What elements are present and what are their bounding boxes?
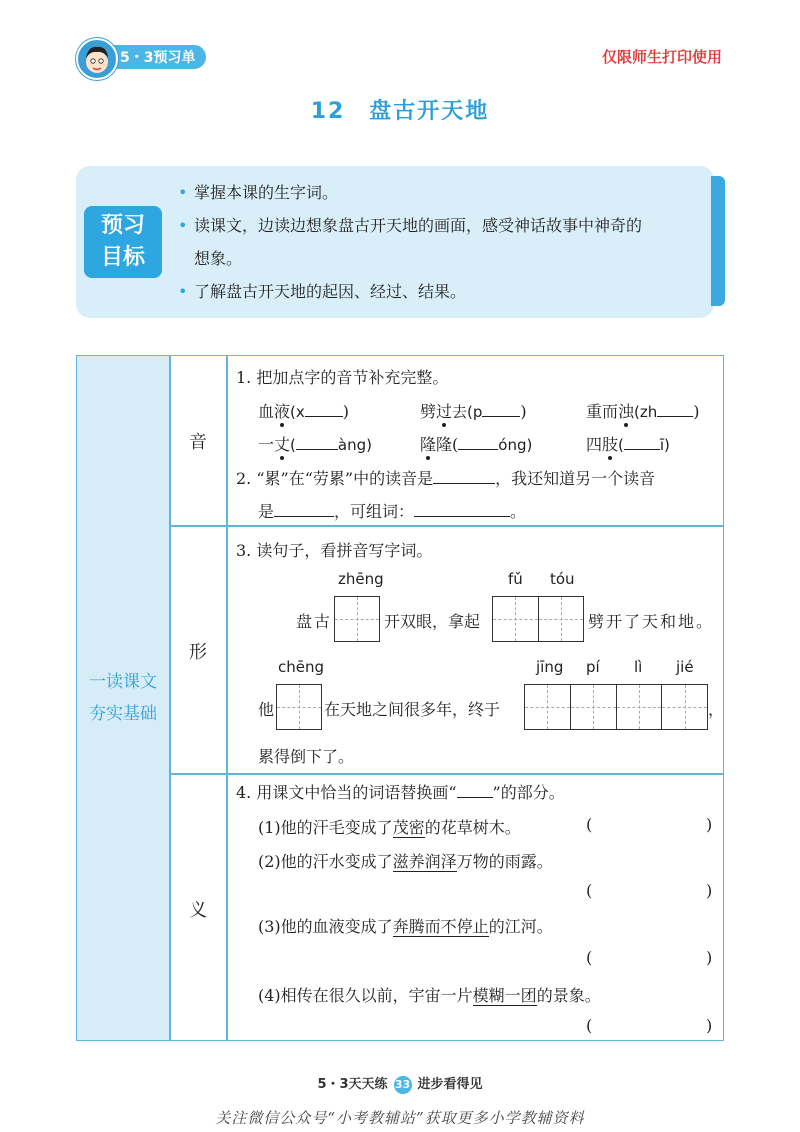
q2-word-blank[interactable]: [414, 516, 510, 517]
q1-pinyin: (x: [290, 403, 305, 421]
q4-item-1: [258, 815, 521, 838]
q4-text: 的花草树木。: [424, 818, 521, 837]
goal-item: • 读课文，边读边想象盘古开天地的画面，感受神话故事中神奇的: [178, 209, 706, 242]
q3-pinyin-li: lì: [634, 658, 643, 676]
q3-grid-jingpilijie[interactable]: [524, 684, 708, 730]
q2-text: ，可组词：: [334, 502, 415, 521]
writing-cell[interactable]: [617, 685, 663, 729]
q3-pinyin-cheng: chēng: [278, 658, 325, 676]
q4-paren-close: ): [706, 881, 713, 900]
category-shape: 形: [189, 642, 207, 663]
q4-paren-close: ): [706, 948, 713, 967]
q3-sentence2-middle: 在天地之间很多年，终于: [324, 700, 501, 719]
q1-answer-blank[interactable]: [296, 449, 338, 450]
category-meaning: 义: [189, 900, 207, 921]
q1-pinyin: (: [618, 436, 624, 454]
q3-sentence1-end: 劈开了天和地。: [588, 612, 715, 631]
q4-prompt: [236, 780, 565, 803]
q1-dotted-char: 丈: [274, 435, 291, 454]
q1-item-split: [420, 399, 527, 422]
q1-text: 血: [258, 402, 275, 421]
writing-cell[interactable]: [277, 685, 321, 729]
q4-item-2: [258, 849, 553, 872]
q1-item-limb: [586, 432, 670, 455]
q3-sentence2-comma: ，: [708, 700, 725, 719]
q2-line2: [258, 499, 526, 522]
q2-text: 。: [510, 502, 527, 521]
q1-item-blood: [258, 399, 349, 422]
q4-text: ”的部分。: [492, 783, 565, 802]
q1-text: 隆(: [436, 435, 459, 454]
writing-cell[interactable]: [335, 597, 379, 641]
writing-cell[interactable]: [662, 685, 707, 729]
q4-paren-close: ): [706, 1016, 713, 1035]
q4-item-4: [258, 983, 601, 1006]
cartoon-avatar-icon: [76, 38, 118, 80]
q4-text: 的景象。: [536, 986, 601, 1005]
q4-paren-close: ): [706, 815, 713, 834]
q3-sentence1-middle: 开双眼，拿起: [384, 612, 481, 631]
q1-dotted-char: 隆: [420, 435, 437, 454]
q4-text: (1)他的汗毛变成了: [258, 818, 393, 837]
q4-text: (4)相传在很久以前，宇宙一片: [258, 986, 473, 1005]
q1-pinyin-tail: óng): [498, 436, 533, 454]
goal-item: • 掌握本课的生字词。: [178, 176, 706, 209]
q1-text: 四: [586, 435, 603, 454]
q2-text: ，我还知道另一个读音: [495, 469, 656, 488]
table-divider: [170, 773, 724, 775]
q4-underlined-phrase: 模糊一团: [472, 986, 537, 1005]
writing-cell[interactable]: [571, 685, 617, 729]
footer-series: 5・3天天练: [317, 1077, 388, 1092]
q1-answer-blank[interactable]: [657, 416, 693, 417]
q3-grid-cheng[interactable]: [276, 684, 322, 730]
goals-badge-line1: 预习: [100, 213, 145, 238]
goals-badge: [84, 206, 162, 278]
footer-slogan: 进步看得见: [417, 1077, 483, 1092]
q1-text: ): [693, 402, 700, 421]
goal-item-continued: 想象。: [194, 249, 243, 268]
goals-side-tab: [711, 176, 725, 306]
q1-pinyin: (zh: [634, 403, 658, 421]
q4-paren-open[interactable]: (: [586, 948, 593, 967]
series-label: 5・3预习单: [120, 50, 196, 66]
q1-text: 重而: [586, 402, 619, 421]
q1-item-heavy: [586, 399, 700, 422]
q1-dotted-char: 肢: [602, 435, 619, 454]
q3-grid-zheng[interactable]: [334, 596, 380, 642]
q3-sentence2-start: 他: [258, 700, 275, 719]
q4-text: (3)他的血液变成了: [258, 917, 393, 936]
section-label-line1: 一读课文: [89, 672, 157, 692]
section-label-line2: 夯实基础: [89, 704, 157, 724]
lesson-title: 12 盘古开天地: [310, 99, 490, 124]
q2-other-reading-blank[interactable]: [274, 516, 334, 517]
q3-pinyin-fu: fǔ: [508, 570, 523, 588]
writing-cell[interactable]: [539, 597, 584, 641]
q1-answer-blank[interactable]: [458, 449, 498, 450]
q1-text: 一: [258, 435, 275, 454]
q1-pinyin: (: [290, 436, 296, 454]
q1-prompt: 1. 把加点字的音节补充完整。: [236, 368, 449, 387]
q1-answer-blank[interactable]: [624, 449, 660, 450]
q3-sentence3: 累得倒下了。: [258, 747, 355, 766]
table-divider: [170, 525, 724, 527]
q1-dotted-char: 浊: [618, 402, 635, 421]
q4-paren-open[interactable]: (: [586, 881, 593, 900]
q3-pinyin-tou: tóu: [550, 570, 575, 588]
wechat-notice: 关注微信公众号“小考教辅站”获取更多小学教辅资料: [215, 1109, 585, 1127]
q4-underlined-phrase: 茂密: [392, 818, 425, 837]
q3-prompt: 3. 读句子，看拼音写字词。: [236, 541, 433, 560]
q4-item-3: [258, 914, 553, 937]
q1-answer-blank[interactable]: [305, 416, 343, 417]
q3-pinyin-zheng: zhēng: [338, 570, 384, 588]
q1-answer-blank[interactable]: [482, 416, 520, 417]
q4-text: (2)他的汗水变成了: [258, 852, 393, 871]
q1-pinyin-tail: ī): [659, 436, 670, 454]
writing-cell[interactable]: [493, 597, 539, 641]
q1-item-long: [420, 432, 532, 455]
q1-dotted-char: 液: [274, 402, 291, 421]
page-number: 33: [394, 1076, 412, 1094]
category-sound: 音: [189, 432, 207, 453]
q1-text: ): [520, 402, 527, 421]
q2-reading-blank[interactable]: [433, 483, 495, 484]
q3-pinyin-jing: jīng: [536, 658, 564, 676]
q3-grid-futou[interactable]: [492, 596, 584, 642]
goals-badge-line2: 目标: [100, 245, 145, 270]
q4-text: 4. 用课文中恰当的词语替换画“: [236, 783, 457, 802]
q4-underlined-phrase: 奔腾而不停止: [392, 917, 489, 936]
q4-paren-open[interactable]: (: [586, 1016, 593, 1035]
q1-item-zhang: [258, 432, 372, 455]
q1-dotted-char: 过: [436, 402, 453, 421]
print-notice: 仅限师生打印使用: [601, 48, 722, 66]
q4-text: 万物的雨露。: [456, 852, 553, 871]
q4-underline-sample: [457, 797, 493, 798]
q4-text: 的江河。: [488, 917, 553, 936]
q3-sentence1-start: 盘古: [296, 612, 333, 631]
q2-text: 2. “累”在“劳累”中的读音是: [236, 469, 434, 488]
q1-pinyin-tail: àng): [337, 436, 372, 454]
q2-line1: [236, 466, 655, 489]
q1-pinyin: 去(p: [452, 403, 483, 421]
writing-cell[interactable]: [525, 685, 571, 729]
page-footer: [0, 1073, 800, 1094]
q1-text: 劈: [420, 402, 437, 421]
q1-text: ): [342, 402, 350, 421]
table-divider: [226, 355, 228, 1041]
goal-item: • 了解盘古开天地的起因、经过、结果。: [178, 275, 706, 308]
q4-paren-open[interactable]: (: [586, 815, 593, 834]
q3-pinyin-pi: pí: [586, 658, 600, 676]
q2-text: 是: [258, 502, 275, 521]
q3-pinyin-jie: jié: [676, 658, 694, 676]
q4-underlined-phrase: 滋养润泽: [392, 852, 457, 871]
goals-list: [178, 176, 706, 308]
